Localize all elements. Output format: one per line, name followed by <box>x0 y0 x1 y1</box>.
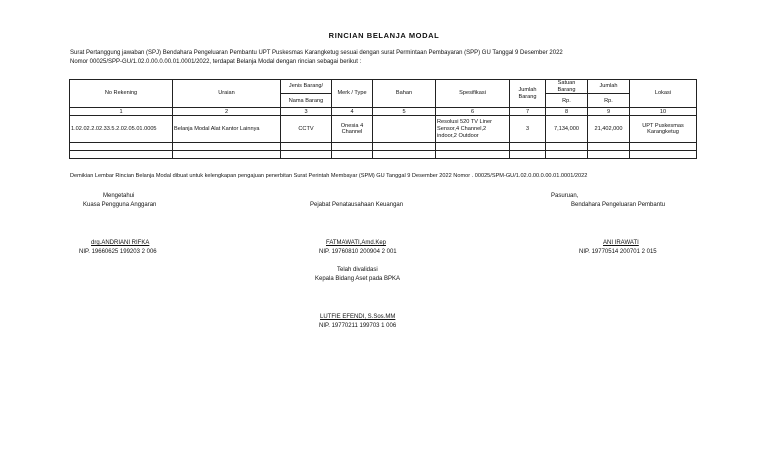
blank-cell <box>332 151 373 159</box>
blank-cell <box>332 143 373 151</box>
blank-row <box>70 143 697 151</box>
blank-cell <box>436 143 510 151</box>
column-number: 7 <box>510 108 546 116</box>
blank-cell <box>70 143 173 151</box>
document-title: RINCIAN BELANJA MODAL <box>328 31 440 40</box>
bottom-label-validasi: Telah divalidasi <box>337 267 378 273</box>
column-number: 8 <box>546 108 588 116</box>
blank-cell <box>436 151 510 159</box>
right-place: Pasuruan, <box>551 193 579 199</box>
bottom-signer-name: LUTFIE EFENDI, S.Sos.MM <box>320 314 396 320</box>
blank-cell <box>546 143 588 151</box>
cell-uraian: Belanja Modal Alat Kantor Lainnya <box>173 116 281 143</box>
belanja-modal-table <box>69 79 697 159</box>
left-signer-name: drg.ANDRIANI RIFKA <box>91 240 150 246</box>
header-jumlah-barang-line1: Jumlah <box>518 87 537 93</box>
blank-cell <box>588 143 630 151</box>
cell-spesifikasi-line2: Sensor,4 Channel,2 <box>437 126 487 133</box>
header-satuan <box>546 80 588 94</box>
cell-merk-line1: Onesia 4 <box>340 122 364 129</box>
intro-line-2: Nomor 00025/SPP-GU/1.02.0.00.0.00.01.0001/2022, terdapat Belanja Modal dengan rincian sebagai berikut : <box>70 59 362 65</box>
column-number: 1 <box>70 108 173 116</box>
left-label-kpa: Kuasa Pengguna Anggaran <box>83 202 157 208</box>
header-bahan: Bahan <box>373 80 436 108</box>
cell-merk-line2: Channel <box>341 129 363 136</box>
blank-cell <box>70 151 173 159</box>
blank-cell <box>373 151 436 159</box>
header-satuan-line2: Barang <box>557 86 576 93</box>
cell-jumlah-barang: 3 <box>510 116 546 143</box>
column-number: 9 <box>588 108 630 116</box>
column-number: 2 <box>173 108 281 116</box>
blank-cell <box>630 151 697 159</box>
header-satuan-rp: Rp. <box>546 94 588 108</box>
cell-spesifikasi <box>436 116 510 143</box>
header-spesifikasi: Spesifikasi <box>436 80 510 108</box>
header-jumlah-barang-line2: Barang <box>518 93 537 100</box>
cell-jumlah: 21,402,000 <box>588 116 630 143</box>
left-label-mengetahui: Mengetahui <box>103 193 135 199</box>
blank-cell <box>588 151 630 159</box>
center-signer-name: FATMAWATI,Amd.Kep <box>326 240 387 246</box>
blank-cell <box>281 151 332 159</box>
cell-satuan: 7,134,000 <box>546 116 588 143</box>
blank-cell <box>630 143 697 151</box>
blank-cell <box>173 151 281 159</box>
column-number: 3 <box>281 108 332 116</box>
cell-lokasi-line1: UPT Puskesmas <box>642 122 684 129</box>
header-nama-barang: Nama Barang <box>281 94 332 108</box>
column-number: 6 <box>436 108 510 116</box>
cell-spesifikasi-line1: Resolusi 520 TV Liner <box>437 119 492 126</box>
table-row <box>70 116 697 143</box>
blank-cell <box>173 143 281 151</box>
cell-bahan <box>373 116 436 143</box>
header-jumlah: Jumlah <box>588 80 630 94</box>
header-jumlah-barang <box>510 80 546 108</box>
column-number: 5 <box>373 108 436 116</box>
header-merk: Merk / Type <box>332 80 373 108</box>
column-number: 4 <box>332 108 373 116</box>
header-jumlah-rp: Rp. <box>588 94 630 108</box>
header-lokasi: Lokasi <box>630 80 697 108</box>
cell-merk <box>332 116 373 143</box>
header-no-rekening: No Rekening <box>70 80 173 108</box>
right-label: Bendahara Pengeluaran Pembantu <box>571 202 666 208</box>
bottom-label-kabid: Kepala Bidang Aset pada BPKA <box>315 276 401 282</box>
cell-lokasi <box>630 116 697 143</box>
cell-no-rekening: 1.02.02.2.02.33.5.2.02.05.01.0005 <box>70 116 173 143</box>
cell-lokasi-line2: Karangketug <box>647 129 679 136</box>
header-jenis-barang: Jenis Barang/ <box>281 80 332 94</box>
cell-nama-barang: CCTV <box>281 116 332 143</box>
blank-cell <box>281 143 332 151</box>
header-uraian: Uraian <box>173 80 281 108</box>
bottom-signer-nip: NIP. 19770211 199703 1 006 <box>319 323 397 329</box>
closing-statement: Demikian Lembar Rincian Belanja Modal dibuat untuk kelengkapan pengajuan penerbitan Surat Perintah Membayar (SPM) GU Tanggal 9 Desember 2022 Nomor . 00025/SPM-GU/1.02.0.00.0.00.01.0001/2022 <box>70 173 588 179</box>
blank-cell <box>373 143 436 151</box>
cell-spesifikasi-line3: indoor,2 Outdoor <box>437 132 479 139</box>
blank-row <box>70 151 697 159</box>
blank-cell <box>546 151 588 159</box>
column-number: 10 <box>630 108 697 116</box>
center-signer-nip: NIP. 19760810 200904 2 001 <box>319 249 397 255</box>
blank-cell <box>510 143 546 151</box>
header-satuan-line1: Satuan <box>557 80 576 86</box>
intro-line-1: Surat Pertanggung jawaban (SPJ) Bendahara Pengeluaran Pembantu UPT Puskesmas Karangketug sesuai dengan surat Permintaan Pembayaran (SPP) GU Tanggal 9 Desember 2022 <box>70 50 563 56</box>
center-label: Pejabat Penatausahaan Keuangan <box>310 202 404 208</box>
blank-cell <box>510 151 546 159</box>
left-signer-nip: NIP. 19660625 199203 2 006 <box>79 249 157 255</box>
right-signer-nip: NIP. 19770514 200701 2 015 <box>579 249 657 255</box>
right-signer-name: ANI IRAWATI <box>603 240 639 246</box>
